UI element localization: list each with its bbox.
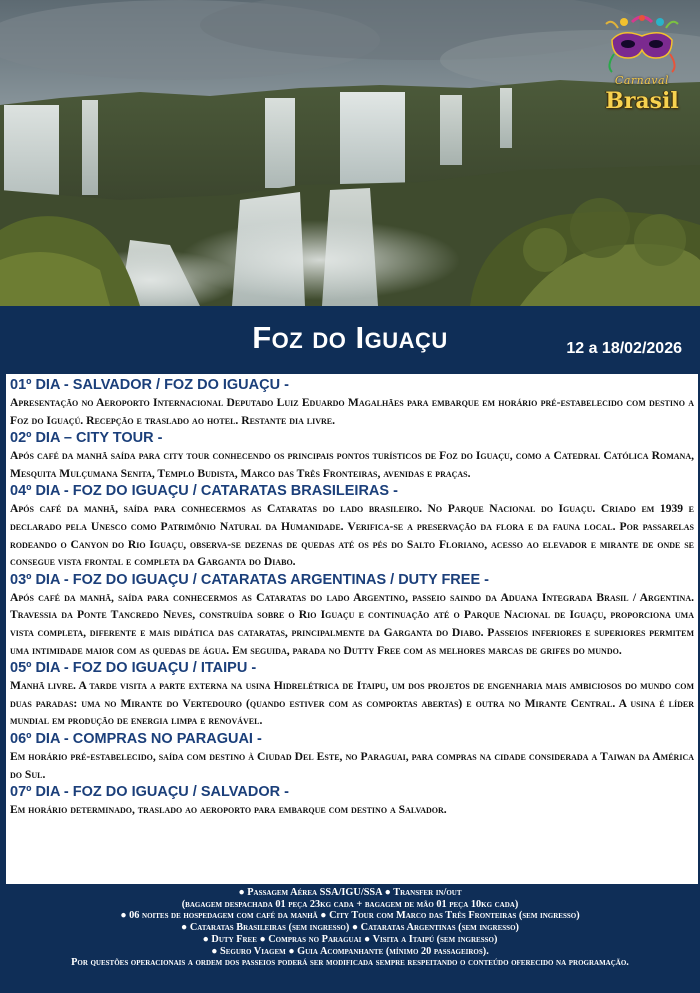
- day-title: 03º DIA - FOZ DO IGUAÇU / CATARATAS ARGENTINAS / DUTY FREE -: [10, 571, 489, 588]
- inclusion-line: ● Passagem Aérea SSA/IGU/SSA ● Transfer in/out: [238, 887, 462, 898]
- day-description: Após café da manhã, saída para conhecermos as Cataratas do lado Argentino, passeio saindo da Aduana Integrada Brasil / Argentina. Travessia da Ponte Tancredo Neves, construída sobre o Rio Iguaçu e continuação até o Parque Nacional de Iguaçu, proporciona uma vista completa, diferente e mais didática das cataratas, principalmente da Garganta do Diabo. Passeios inferiores e superiores permitem uma intimidade maior com as quedas de água. Em seguida, parada no Dutty Free com as melhores marcas de grifes do mundo.: [10, 590, 694, 657]
- day-title: 06º DIA - COMPRAS NO PARAGUAI -: [10, 730, 262, 747]
- day-section: [10, 730, 694, 783]
- logo-brasil-text: Brasil: [605, 88, 679, 114]
- day-section: [10, 376, 694, 429]
- day-description: Manhã livre. A tarde visita a parte externa na usina Hidrelétrica de Itaipu, um dos projetos de engenharia mais ambiciosos do mundo com duas paradas: uma no Mirante do Vertedouro (quando estiver com as comportas abertas) e outra no Mirante Central. A usina é líder mundial em produção de energia limpa e renovável.: [10, 679, 694, 728]
- footer-note: Por questões operacionais a ordem dos passeios poderá ser modificada sempre respeitando o conteúdo oferecido na programação.: [71, 957, 629, 969]
- day-description: Após café da manhã saída para city tour conhecendo os principais pontos turísticos de Foz do Iguaçu, como a Catedral Católica Romana, Mesquita Mulçumana Senita, Templo Budista, Marco das Três Fronteiras, avenidas e praças.: [10, 449, 694, 480]
- package-inclusions: [0, 884, 700, 993]
- itinerary-box: [4, 372, 700, 886]
- waterfall-illustration: [0, 0, 700, 306]
- day-description: Apresentação no Aeroporto Internacional Deputado Luiz Eduardo Magalhães para embarque em horário pré-estabelecido com destino a Foz do Iguaçú. Recepção e traslado ao hotel. Restante dia livre.: [10, 396, 694, 427]
- day-description: Em horário determinado, traslado ao aeroporto para embarque com destino a Salvador.: [10, 803, 447, 817]
- inclusion-line: (bagagem despachada 01 peça 23kg cada + bagagem de mão 01 peça 10kg cada): [181, 898, 519, 910]
- page-title: Foz do Iguaçu: [252, 320, 448, 355]
- day-section: [10, 571, 694, 659]
- inclusion-line: ● Duty Free ● Compras no Paraguai ● Visita a Itaipú (sem ingresso): [202, 933, 498, 945]
- day-title: 04º DIA - FOZ DO IGUAÇU / CATARATAS BRASILEIRAS -: [10, 483, 398, 500]
- travel-dates: 12 a 18/02/2026: [566, 340, 682, 357]
- day-section: [10, 659, 694, 730]
- day-title: 07º DIA - FOZ DO IGUAÇU / SALVADOR -: [10, 784, 289, 801]
- logo-carnaval-text: Carnaval: [614, 74, 670, 87]
- inclusion-line: ● Seguro Viagem ● Guia Acompanhante (mínimo 20 passageiros).: [211, 945, 489, 957]
- day-title: 05º DIA - FOZ DO IGUAÇU / ITAIPU -: [10, 660, 257, 677]
- day-section: [10, 783, 694, 819]
- day-section: [10, 482, 694, 570]
- day-section: [10, 429, 694, 482]
- day-description: Após café da manhã, saída para conhecermos as Cataratas do lado brasileiro. No Parque Nacional do Iguaçu. Criado em 1939 e declarado pela Unesco como Patrimônio Natural da Humanidade. Verifica-se a preservação da flora e da fauna local. Por passarelas rodeando o Canyon do Rio Iguaçu, observa-se dezenas de quedas até os pés do Salto Floriano, acesso ao elevador e mirante de onde se consegue vista frontal e completa da Garganta do Diabo.: [10, 502, 694, 569]
- day-description: Em horário pré-estabelecido, saída com destino à Ciudad Del Este, no Paraguai, para compras na cidade considerada a Taiwan da América do Sul.: [10, 749, 694, 781]
- day-title: 01º DIA - SALVADOR / FOZ DO IGUAÇU -: [10, 377, 289, 393]
- inclusion-line: ● 06 noites de hospedagem com café da manhã ● City Tour com Marco das Três Fronteiras (sem ingresso): [120, 910, 580, 922]
- hero-waterfall-photo: [0, 0, 700, 306]
- day-title: 02º DIA – CITY TOUR -: [10, 430, 163, 447]
- carnival-mask-icon: [602, 14, 682, 76]
- carnaval-brasil-logo: [602, 14, 682, 124]
- title-band: [0, 306, 700, 372]
- inclusion-line: ● Cataratas Brasileiras (sem ingresso) ● Cataratas Argentinas (sem ingresso): [181, 922, 519, 934]
